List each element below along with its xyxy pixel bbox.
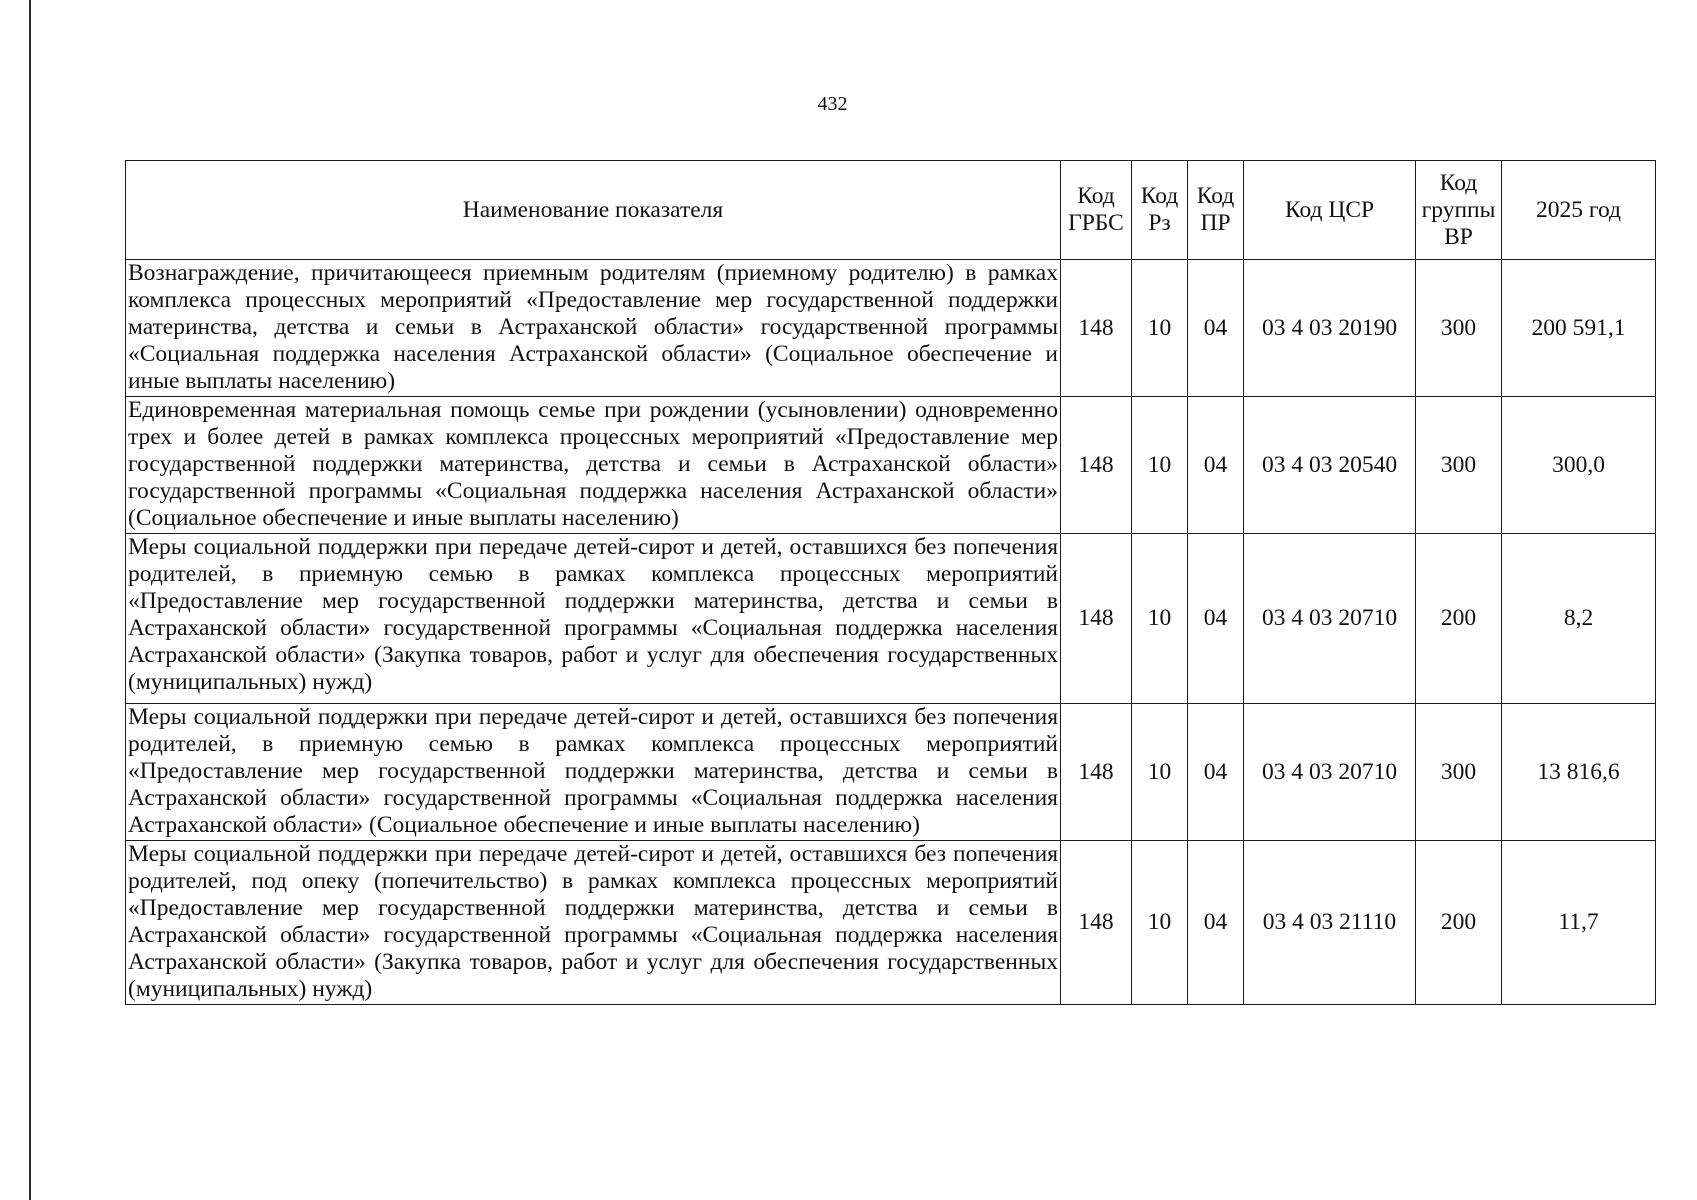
row-rz: 10 (1132, 397, 1188, 534)
row-vr: 200 (1416, 841, 1502, 1005)
header-vr: Код группы ВР (1416, 161, 1502, 260)
row-vr: 300 (1416, 260, 1502, 397)
row-vr: 300 (1416, 397, 1502, 534)
table-row (126, 534, 1656, 704)
row-pr: 04 (1188, 397, 1244, 534)
row-pr: 04 (1188, 841, 1244, 1005)
header-name: Наименование показателя (126, 161, 1061, 260)
row-rz: 10 (1132, 534, 1188, 704)
row-amount: 13 816,6 (1502, 704, 1656, 841)
header-rz: Код Рз (1132, 161, 1188, 260)
page-number: 432 (817, 93, 848, 115)
table-row (126, 260, 1656, 397)
row-rz: 10 (1132, 260, 1188, 397)
budget-table (125, 160, 1656, 1005)
row-csr: 03 4 03 20190 (1244, 260, 1416, 397)
row-pr: 04 (1188, 704, 1244, 841)
row-name: Меры социальной поддержки при передаче детей-сирот и детей, оставшихся без попечения родителей, под опеку (попечительство) в рамках комплекса процессных мероприятий «Предоставление мер государственной поддержки материнства, детства и семьи в Астраханской области» государственной программы «Социальная поддержка населения Астраханской области» (Закупка товаров, работ и услуг для обеспечения государственных (муниципальных) нужд) (126, 841, 1061, 1005)
row-csr: 03 4 03 20710 (1244, 534, 1416, 704)
header-pr: Код ПР (1188, 161, 1244, 260)
table-row (126, 704, 1656, 841)
row-grbs: 148 (1061, 841, 1132, 1005)
row-rz: 10 (1132, 704, 1188, 841)
row-amount: 200 591,1 (1502, 260, 1656, 397)
row-csr: 03 4 03 21110 (1244, 841, 1416, 1005)
header-year: 2025 год (1502, 161, 1656, 260)
row-name: Меры социальной поддержки при передаче детей-сирот и детей, оставшихся без попечения родителей, в приемную семью в рамках комплекса процессных мероприятий «Предоставление мер государственной поддержки материнства, детства и семьи в Астраханской области» государственной программы «Социальная поддержка населения Астраханской области» (Закупка товаров, работ и услуг для обеспечения государственных (муниципальных) нужд) (126, 534, 1061, 704)
row-grbs: 148 (1061, 260, 1132, 397)
row-name: Меры социальной поддержки при передаче детей-сирот и детей, оставшихся без попечения родителей, в приемную семью в рамках комплекса процессных мероприятий «Предоставление мер государственной поддержки материнства, детства и семьи в Астраханской области» государственной программы «Социальная поддержка населения Астраханской области» (Социальное обеспечение и иные выплаты населению) (126, 704, 1061, 841)
row-amount: 8,2 (1502, 534, 1656, 704)
row-csr: 03 4 03 20540 (1244, 397, 1416, 534)
row-amount: 300,0 (1502, 397, 1656, 534)
row-grbs: 148 (1061, 704, 1132, 841)
row-rz: 10 (1132, 841, 1188, 1005)
header-grbs: Код ГРБС (1061, 161, 1132, 260)
row-amount: 11,7 (1502, 841, 1656, 1005)
row-name: Единовременная материальная помощь семье при рождении (усыновлении) одновременно трех и более детей в рамках комплекса процессных мероприятий «Предоставление мер государственной поддержки материнства, детства и семьи в Астраханской области» государственной программы «Социальная поддержка населения Астраханской области» (Социальное обеспечение и иные выплаты населению) (126, 397, 1061, 534)
row-pr: 04 (1188, 260, 1244, 397)
row-vr: 300 (1416, 704, 1502, 841)
table-header-row (126, 161, 1656, 260)
header-csr: Код ЦСР (1244, 161, 1416, 260)
row-name: Вознаграждение, причитающееся приемным родителям (приемному родителю) в рамках комплекса процессных мероприятий «Предоставление мер государственной поддержки материнства, детства и семьи в Астраханской области» государственной программы «Социальная поддержка населения Астраханской области» (Социальное обеспечение и иные выплаты населению) (126, 260, 1061, 397)
table-row (126, 397, 1656, 534)
row-pr: 04 (1188, 534, 1244, 704)
row-vr: 200 (1416, 534, 1502, 704)
binding-line (29, 0, 31, 1200)
row-grbs: 148 (1061, 397, 1132, 534)
table-row (126, 841, 1656, 1005)
row-csr: 03 4 03 20710 (1244, 704, 1416, 841)
row-grbs: 148 (1061, 534, 1132, 704)
